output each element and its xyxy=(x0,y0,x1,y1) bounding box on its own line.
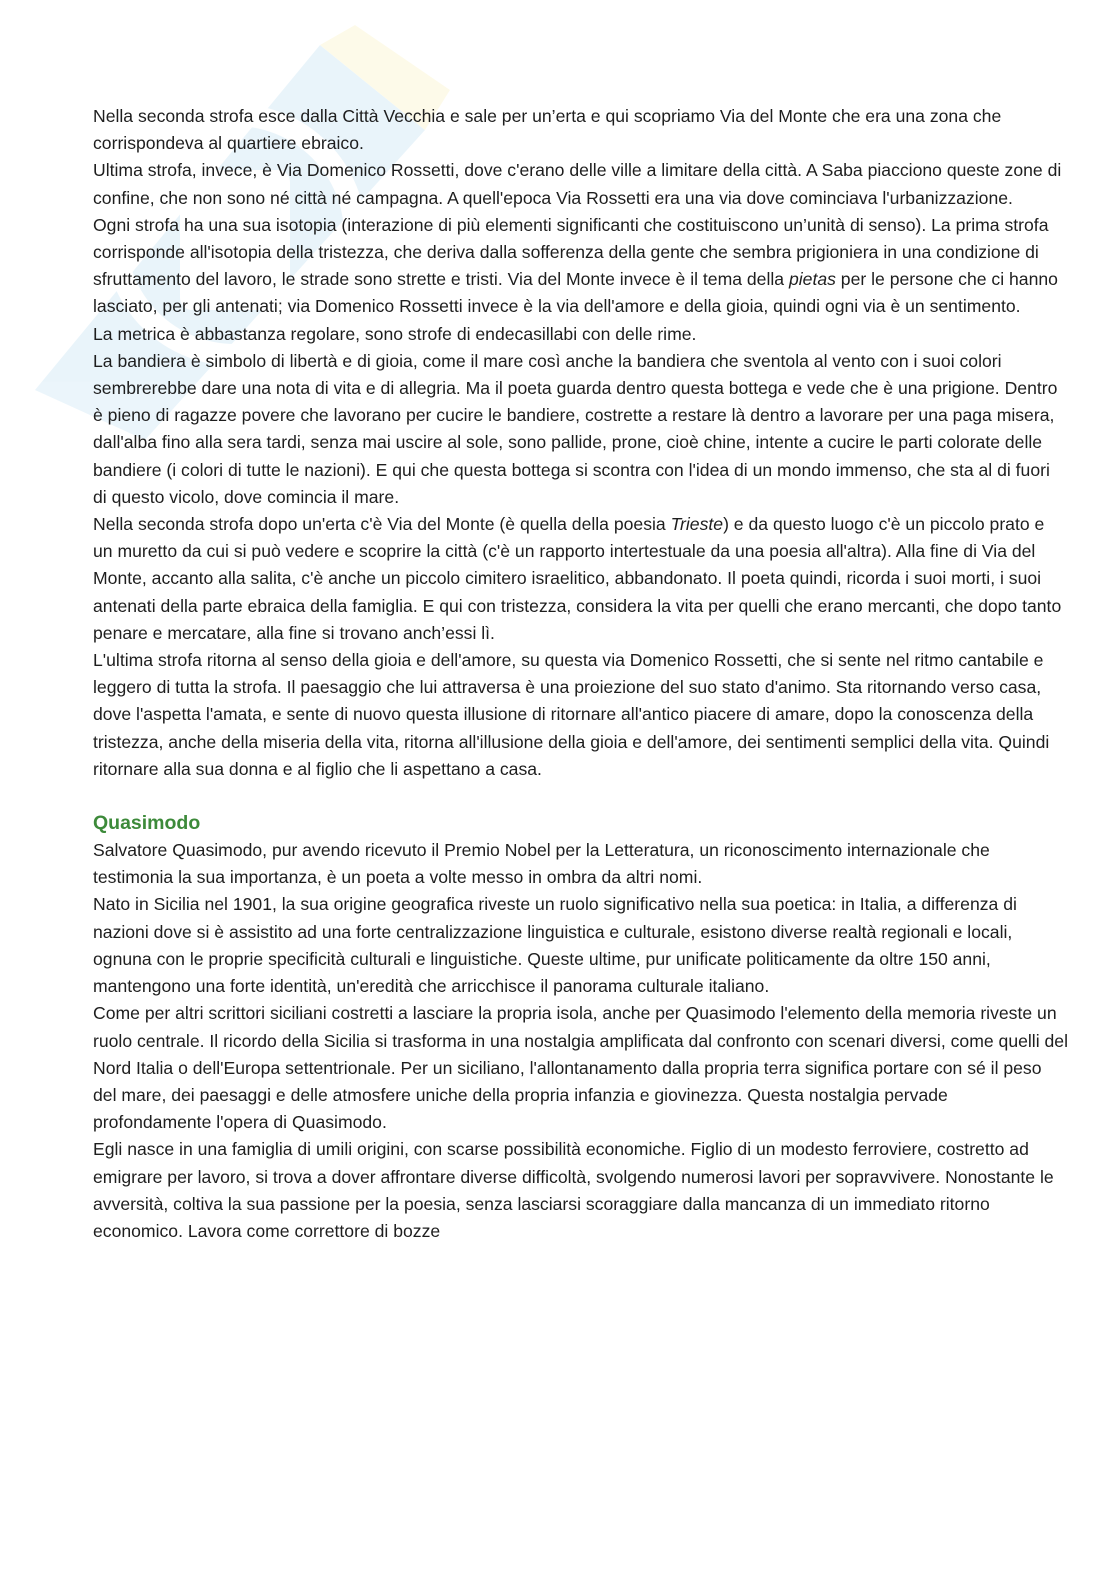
paragraph-text: per le persone che ci hanno lasciato, per gli antenati; via Domenico Rossetti invece è la via dell'amore e della gioia, quindi ogni via è un sentimento. xyxy=(93,269,1058,317)
italic-term: Trieste xyxy=(670,514,724,535)
paragraph xyxy=(93,103,1068,157)
paragraphs-before-heading xyxy=(93,103,1068,783)
paragraph-text: Nella seconda strofa esce dalla Città Vecchia e sale per un’erta e qui scopriamo Via del Monte che era una zona che corrispondeva al quartiere ebraico. xyxy=(93,106,1002,154)
italic-term: pietas xyxy=(788,269,836,290)
paragraph-text: La bandiera è simbolo di libertà e di gioia, come il mare così anche la bandiera che sventola al vento con i suoi colori sembrerebbe dare una nota di vita e di allegria. Ma il poeta guarda dentro questa bottega e vede che è una prigione. Dentro è pieno di ragazze povere che lavorano per cucire le bandiere, costrette a restare là dentro a lavorare per una paga misera, dall'alba fino alla sera tardi, senza mai uscire al sole, sono pallide, prone, cioè chine, intente a cucire le parti colorate delle bandiere (i colori di tutte le nazioni). E qui che questa bottega si scontra con l'idea di un mondo immenso, che sta al di fuori di questo vicolo, dove comincia il mare. xyxy=(93,350,1058,507)
paragraph xyxy=(93,157,1068,211)
paragraph-text: Come per altri scrittori siciliani costretti a lasciare la propria isola, anche per Quasimodo l'elemento della memoria riveste un ruolo centrale. Il ricordo della Sicilia si trasforma in una nostalgia amplificata dal confronto con scenari diversi, come quelli del Nord Italia o dell'Europa settentrionale. Per un siciliano, l'allontanamento dalla propria terra significa portare con sé il peso del mare, dei paesaggi e delle atmosfere uniche della propria infanzia e giovinezza. Questa nostalgia pervade profondamente l'opera di Quasimodo. xyxy=(93,1003,1068,1133)
paragraph xyxy=(93,891,1068,1000)
paragraph xyxy=(93,348,1068,511)
paragraph-text: Nato in Sicilia nel 1901, la sua origine geografica riveste un ruolo significativo nella sua poetica: in Italia, a differenza di nazioni dove si è assistito ad una forte centralizzazione linguistica e culturale, esistono diverse realtà regionali e locali, ognuna con le proprie specificità culturali e linguistiche. Queste ultime, pur unificate politicamente da oltre 150 anni, mantengono una forte identità, un'eredità che arricchisce il panorama culturale italiano. xyxy=(93,894,1017,997)
paragraph xyxy=(93,511,1068,647)
paragraph xyxy=(93,1000,1068,1136)
paragraph-text: Egli nasce in una famiglia di umili origini, con scarse possibilità economiche. Figlio di un modesto ferroviere, costretto ad emigrare per lavoro, si trova a dover affrontare diverse difficoltà, svolgendo numerosi lavori per sopravvivere. Nonostante le avversità, coltiva la sua passione per la poesia, senza lasciarsi scoraggiare dalla mancanza di un immediato ritorno economico. Lavora come correttore di bozze xyxy=(93,1139,1054,1241)
paragraph-text: L'ultima strofa ritorna al senso della gioia e dell'amore, su questa via Domenico Rossetti, che si sente nel ritmo cantabile e leggero di tutta la strofa. Il paesaggio che lui attraversa è una proiezione del suo stato d'animo. Sta ritornando verso casa, dove l'aspetta l'amata, e sente di nuovo questa illusione di ritornare all'antico piacere di amare, dopo la conoscenza della tristezza, anche della miseria della vita, ritorna all'illusione della gioia e dell'amore, dei sentimenti semplici della vita. Quindi ritornare alla sua donna e al figlio che li aspettano a casa. xyxy=(93,650,1050,779)
document-body xyxy=(93,103,1068,1245)
paragraph xyxy=(93,837,1068,891)
paragraph xyxy=(93,321,1068,348)
paragraph-text: Salvatore Quasimodo, pur avendo ricevuto il Premio Nobel per la Letteratura, un riconoscimento internazionale che testimonia la sua importanza, è un poeta a volte messo in ombra da altri nomi. xyxy=(93,840,990,888)
paragraph-text: La metrica è abbastanza regolare, sono strofe di endecasillabi con delle rime. xyxy=(93,323,697,344)
paragraph-text: Ogni strofa ha una sua isotopia (interazione di più elementi significanti che costituiscono un’unità di senso). La prima strofa corrisponde all'isotopia della tristezza, che deriva dalla sofferenza della gente che sembra prigioniera in una condizione di sfruttamento del lavoro, le strade sono strette e tristi. Via del Monte invece è il tema della xyxy=(93,214,1049,290)
section-heading: Quasimodo xyxy=(93,812,201,835)
paragraph xyxy=(93,212,1068,321)
paragraphs-after-heading xyxy=(93,837,1068,1245)
paragraph xyxy=(93,1136,1068,1245)
paragraph-text: Nella seconda strofa dopo un'erta c'è Via del Monte (è quella della poesia xyxy=(93,514,671,535)
paragraph-text: ) e da questo luogo c'è un piccolo prato e un muretto da cui si può vedere e scoprire la città (c'è un rapporto intertestuale da una poesia all'altra). Alla fine di Via del Monte, accanto alla salita, c'è anche un piccolo cimitero israelitico, abbandonato. Il poeta quindi, ricorda i suoi morti, i suoi antenati della parte ebraica della famiglia. E qui con tristezza, considera la vita per quelli che erano mercanti, che dopo tanto penare e mercatare, alla fine si trovano anch’essi lì. xyxy=(93,514,1062,643)
paragraph-text: Ultima strofa, invece, è Via Domenico Rossetti, dove c'erano delle ville a limitare della città. A Saba piacciono queste zone di confine, che non sono né città né campagna. A quell'epoca Via Rossetti era una via dove cominciava l'urbanizzazione. xyxy=(93,160,1062,208)
paragraph xyxy=(93,647,1068,783)
